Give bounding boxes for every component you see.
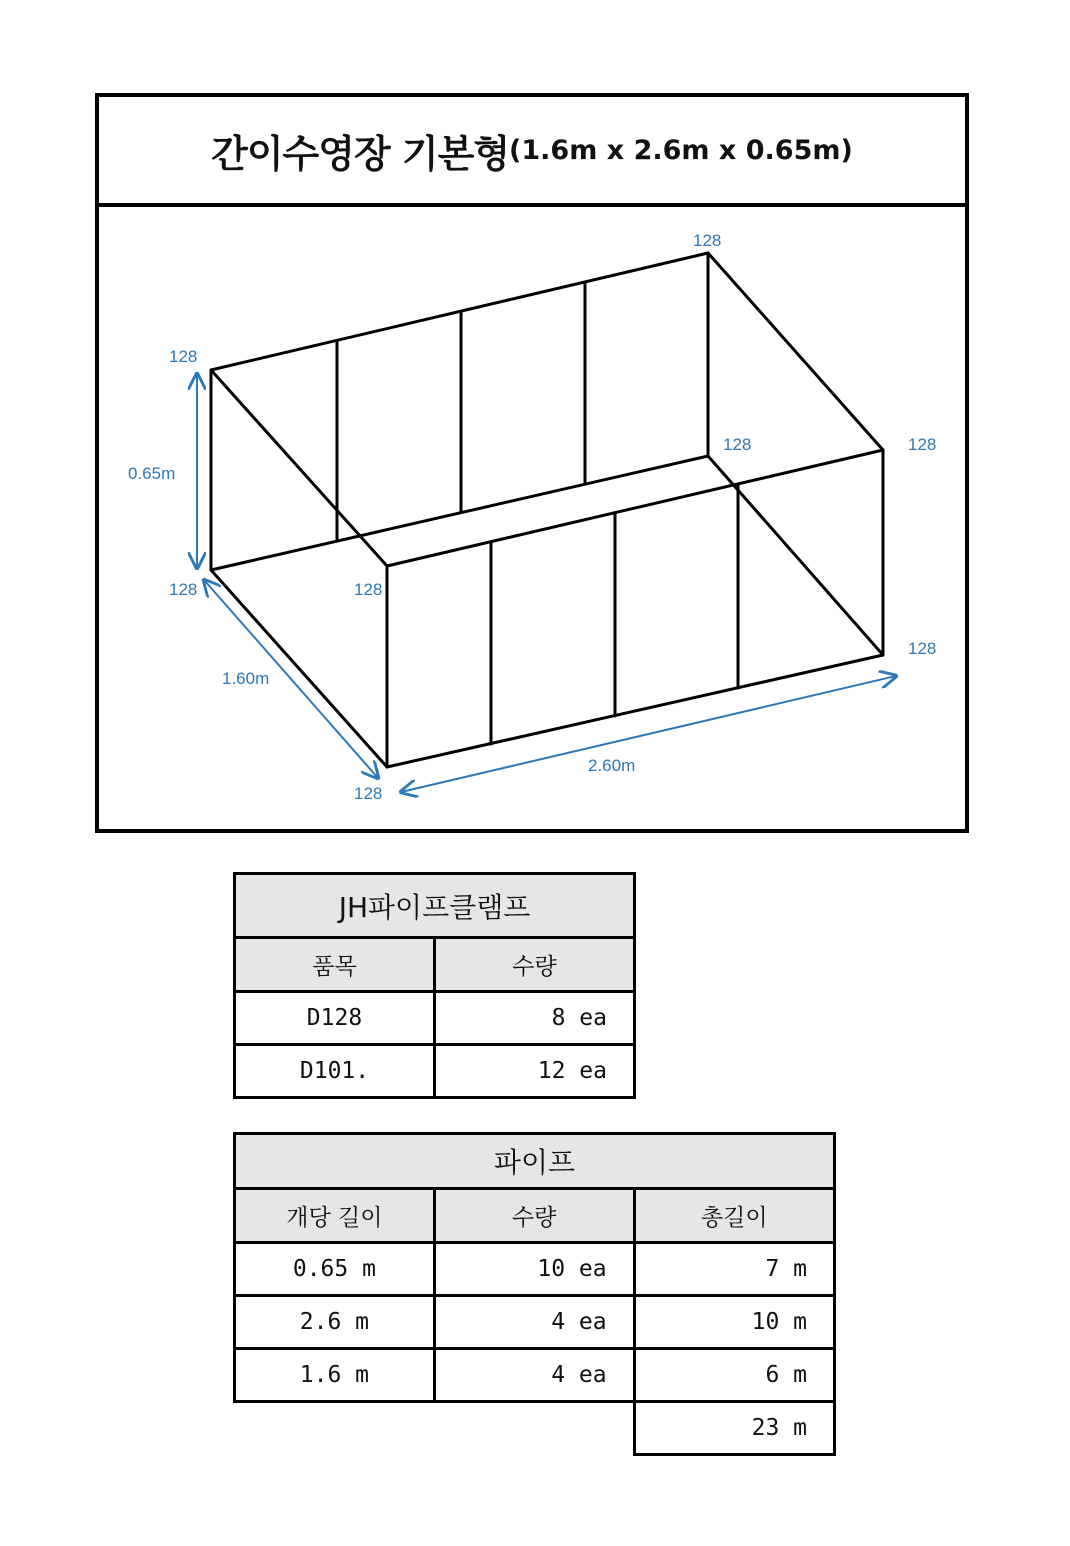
pipe-total-length: 10 m [634,1296,834,1349]
clamp-item: D128 [235,992,435,1045]
pipe-length: 1.6 m [235,1349,435,1402]
connector-label: 128 [169,580,198,599]
connector-label: 128 [908,639,937,658]
clamp-qty: 12 ea [435,1045,635,1098]
pipe-frame [211,253,883,767]
pipe-qty: 10 ea [434,1243,634,1296]
table-row [235,992,635,1045]
connector-label: 128 [908,435,937,454]
length-label: 2.60m [588,756,636,775]
pipe-left-top-short [211,370,387,566]
pipe-table-caption: 파이프 [235,1134,835,1189]
connector-labels [169,231,936,803]
height-label: 0.65m [128,464,176,483]
connector-label: 128 [723,435,752,454]
table-row [235,1296,835,1349]
clamp-table [233,872,636,1099]
pipe-total-length: 6 m [634,1349,834,1402]
pipe-front-bottom-long [387,655,883,767]
pipe-header-qty: 수량 [434,1189,634,1243]
length-dimension-arrow [401,676,896,792]
pipe-header-length: 개당 길이 [235,1189,435,1243]
pipe-qty: 4 ea [434,1349,634,1402]
clamp-header-qty: 수량 [435,938,635,992]
clamp-qty: 8 ea [435,992,635,1045]
page-title-dimensions: (1.6m x 2.6m x 0.65m) [509,134,853,166]
pipe-length: 0.65 m [235,1243,435,1296]
clamp-table-caption: JH파이프클램프 [235,874,635,938]
table-row [235,1349,835,1402]
pipe-grand-total: 23 m [634,1402,834,1455]
clamp-item: D101. [235,1045,435,1098]
connector-label: 128 [169,347,198,366]
pipe-qty: 4 ea [434,1296,634,1349]
pipe-total-row [235,1402,835,1455]
table-row [235,1045,635,1098]
page-title: 간이수영장 기본형 [211,131,510,176]
connector-label: 128 [693,231,722,250]
width-label: 1.60m [222,669,270,688]
pipe-length: 2.6 m [235,1296,435,1349]
connector-label: 128 [354,784,383,803]
connector-label: 128 [354,580,383,599]
pipe-header-total: 총길이 [634,1189,834,1243]
pipe-table [233,1132,836,1456]
clamp-header-item: 품목 [235,938,435,992]
table-row [235,1243,835,1296]
dimension-arrows [197,374,896,792]
pipe-right-top-short [708,253,883,450]
pipe-total-length: 7 m [634,1243,834,1296]
